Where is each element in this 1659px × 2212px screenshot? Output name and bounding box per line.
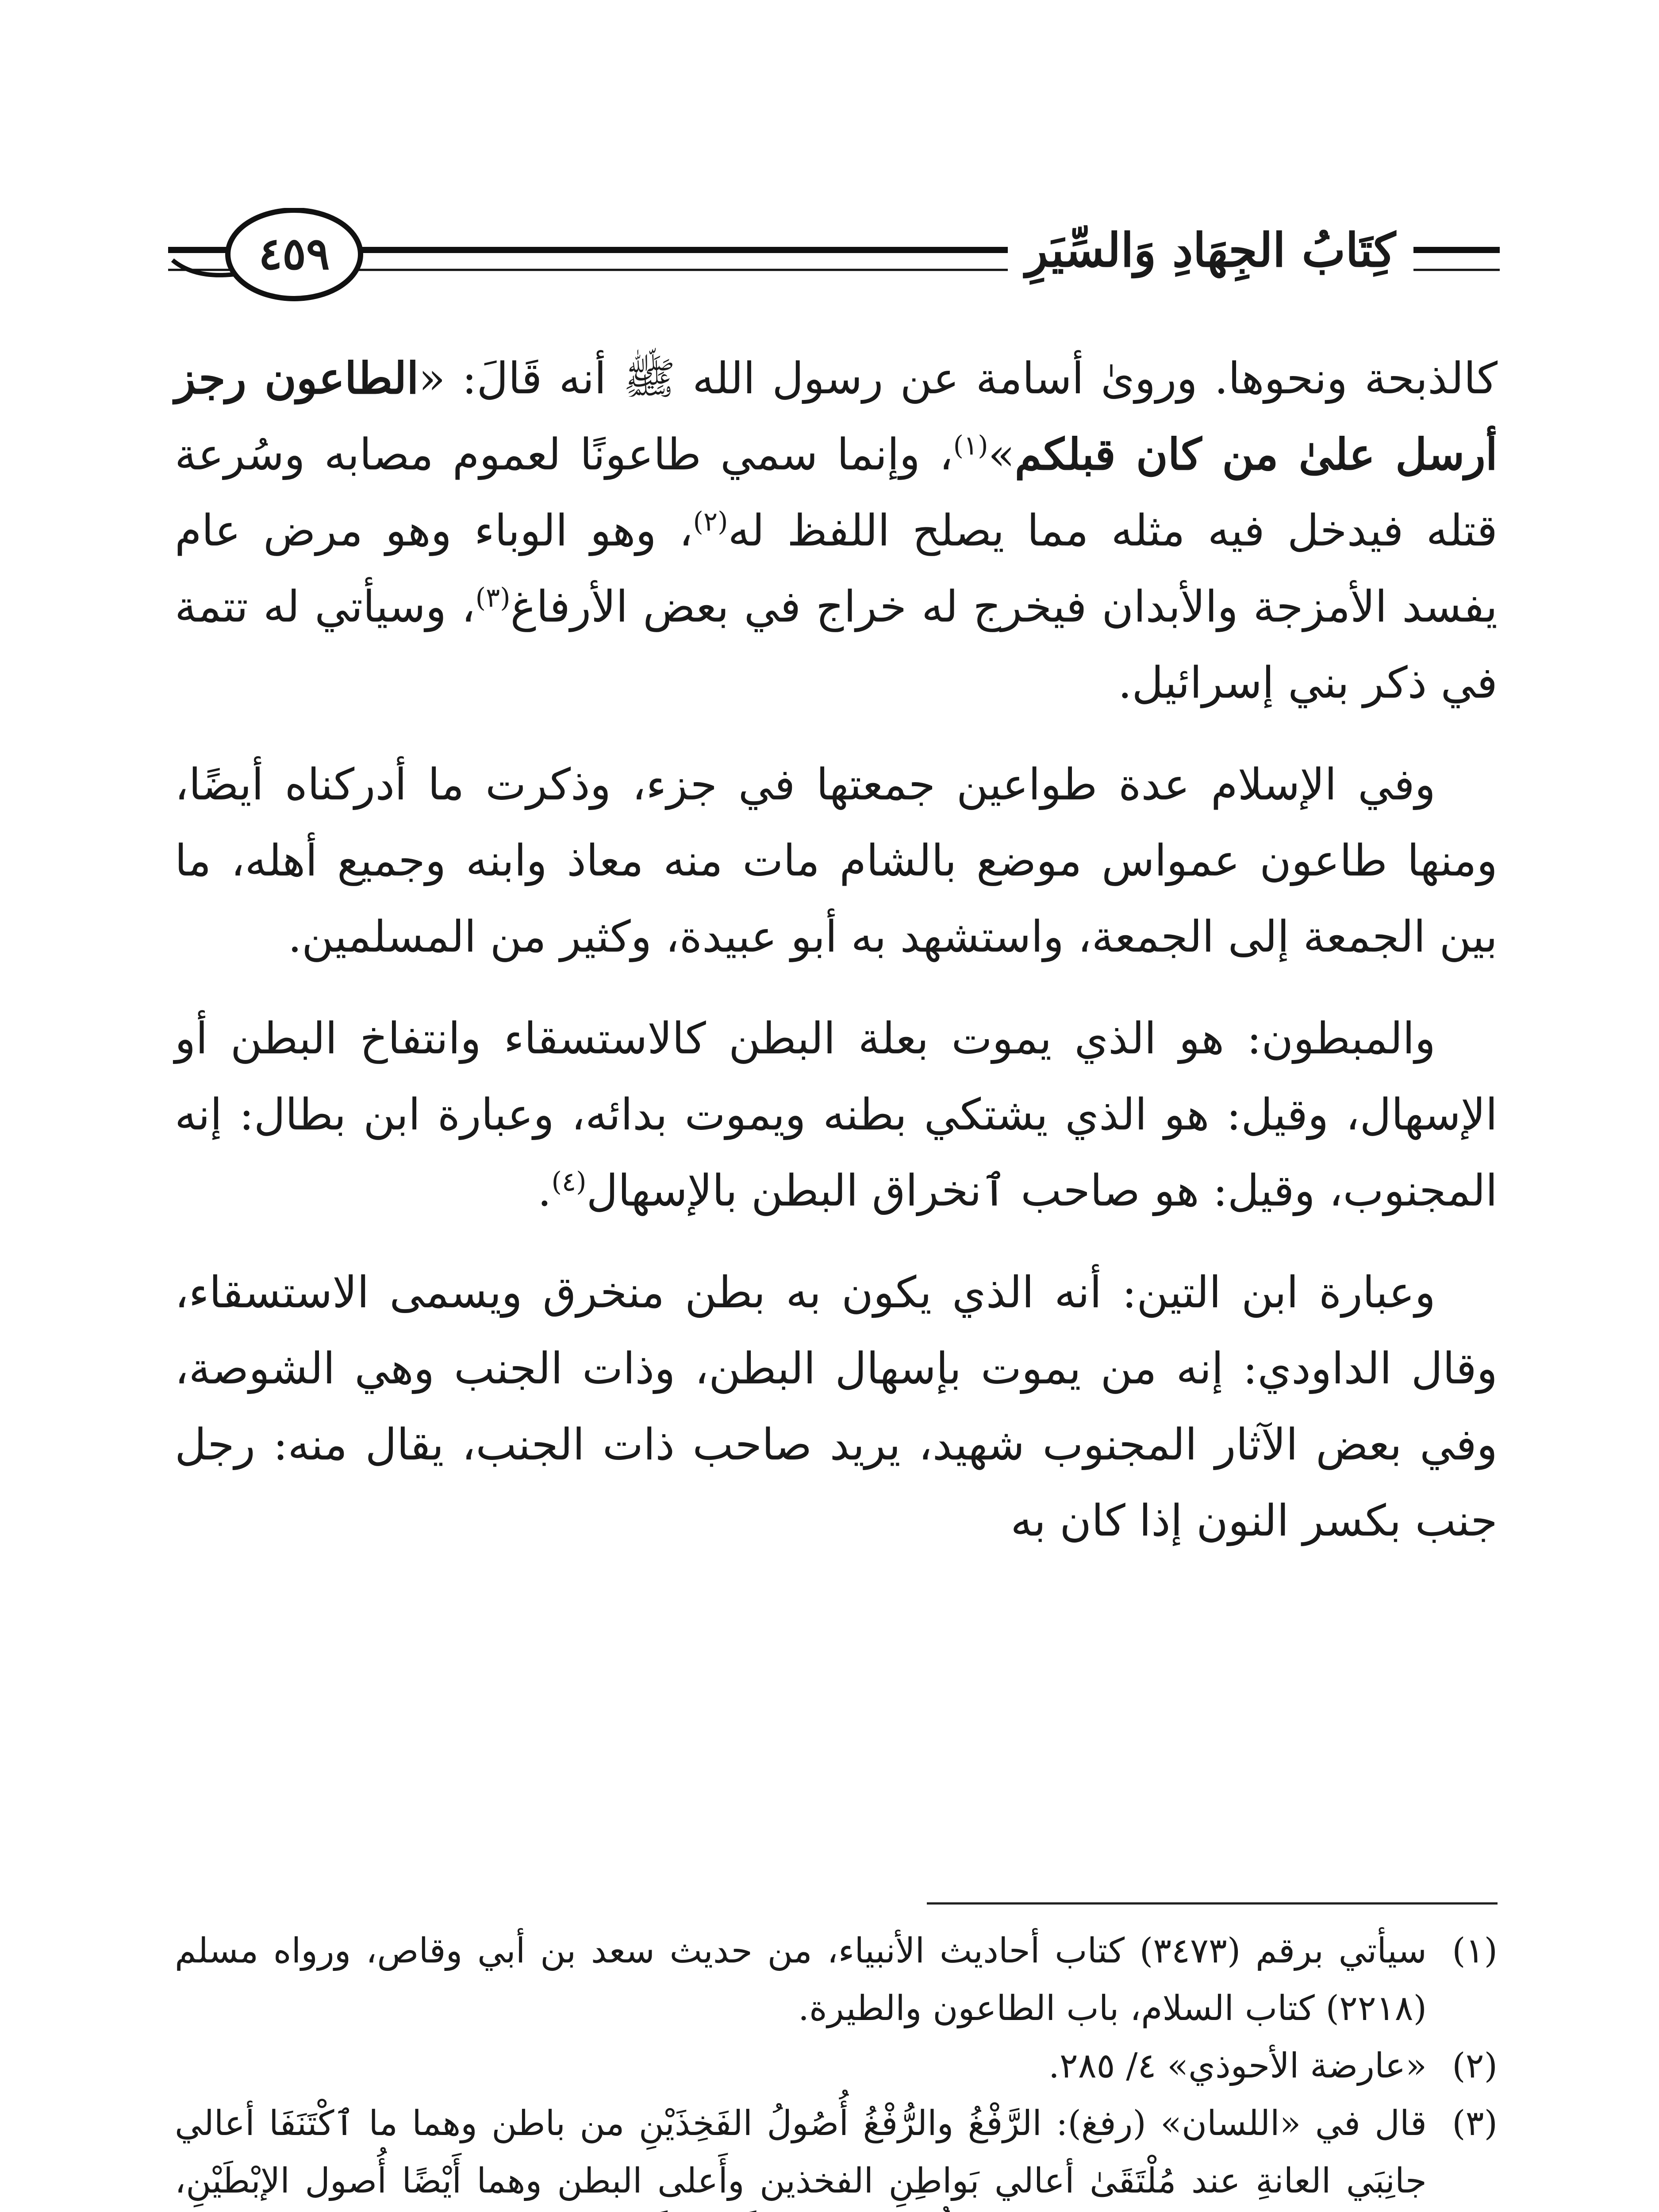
footnote-number: (٢) [1452, 2046, 1498, 2086]
running-title: كِتَابُ الجِهَادِ وَالسِّيَرِ [1008, 217, 1413, 283]
footnote-text: قال في «اللسان» (رفغ): الرَّفْغُ والرُّفْغُ أُصُولُ الفَخِذَيْنِ من باطن وهما ما ٱكْتَنَفَا أعالي جانِبَي العانةِ عند مُلْتَقَىٰ أعالي بَواطِنِ الفخذين وأَعلى البطن وهما أَيْضًا أُصول الإبْطَيْنِ، [175, 2104, 1427, 2201]
footnote-ref-4[interactable]: (٤) [551, 1166, 587, 1198]
footnote-separator [927, 1902, 1498, 1905]
footnote-text: سيأتي برقم (٣٤٧٣) كتاب أحاديث الأنبياء، من حديث سعد بن أبي وقاص، ورواه مسلم (٢٢١٨) كتاب السلام، باب الطاعون والطيرة. [175, 1931, 1427, 2028]
text-segment: . [538, 1166, 552, 1216]
footnote-text: «عارضة الأحوذي» ٤/ ٢٨٥. [1048, 2046, 1427, 2086]
footnote-ref-3[interactable]: (٣) [475, 582, 511, 614]
footnote-number: (٣) [1452, 2104, 1498, 2143]
footnote-3 [175, 2095, 1498, 2212]
page-header [168, 208, 1500, 310]
footnote-2 [175, 2037, 1498, 2095]
text-segment: ، وهو الوباء وهو مرض عام يفسد الأمزجة والأبدان فيخرج له خراج في بعض الأرفاغ [175, 506, 1498, 632]
text-segment: والمبطون: هو الذي يموت بعلة البطن كالاستسقاء وانتفاخ البطن أو الإسهال، وقيل: هو الذي يشتكي بطنه ويموت بدائه، وعبارة ابن بطال: إنه المجنوب، وقيل: هو صاحب ٱنخراق البطن بالإسهال [175, 1014, 1498, 1216]
footnotes [175, 1922, 1498, 2212]
footnote-ref-2[interactable]: (٢) [693, 506, 728, 538]
footnote-ref-1[interactable]: (١) [953, 430, 988, 461]
text-segment: ، وسيأتي له تتمة في ذكر بني إسرائيل. [175, 582, 1498, 708]
footnote-number: (١) [1452, 1931, 1498, 1971]
footnote-1 [175, 1922, 1498, 2037]
paragraph-1 [175, 341, 1498, 721]
main-text [175, 341, 1498, 1585]
paragraph-4: وعبارة ابن التين: أنه الذي يكون به بطن منخرق ويسمى الاستسقاء، وقال الداودي: إنه من يموت بإسهال البطن، وذات الجنب وهي الشوصة، وفي بعض الآثار المجنوب شهيد، يريد صاحب ذات الجنب، يقال منه: رجل جنب بكسر النون إذا كان به [175, 1267, 1498, 1546]
hadith-quote: الطاعون رجز أرسل علىٰ من كان قبلكم [175, 353, 1498, 480]
text-segment: ، وإنما سمي طاعونًا لعموم مصابه وسُرعة قتله فيدخل فيه مثله مما يصلح اللفظ له [175, 430, 1498, 556]
text-segment: كالذبحة ونحوها. وروىٰ أسامة عن رسول الله ﷺ أنه قَالَ: « [419, 353, 1498, 404]
page-number: ٤٥٩ [258, 227, 330, 280]
text-segment: » [988, 430, 1015, 480]
paragraph-2: وفي الإسلام عدة طواعين جمعتها في جزء، وذكرت ما أدركناه أيضًا، ومنها طاعون عمواس موضع بالشام مات منه معاذ وابنه وجميع أهله، ما بين الجمعة إلى الجمعة، واستشهد به أبو عبيدة، وكثير من المسلمين. [175, 760, 1498, 962]
paragraph-3 [175, 1001, 1498, 1229]
